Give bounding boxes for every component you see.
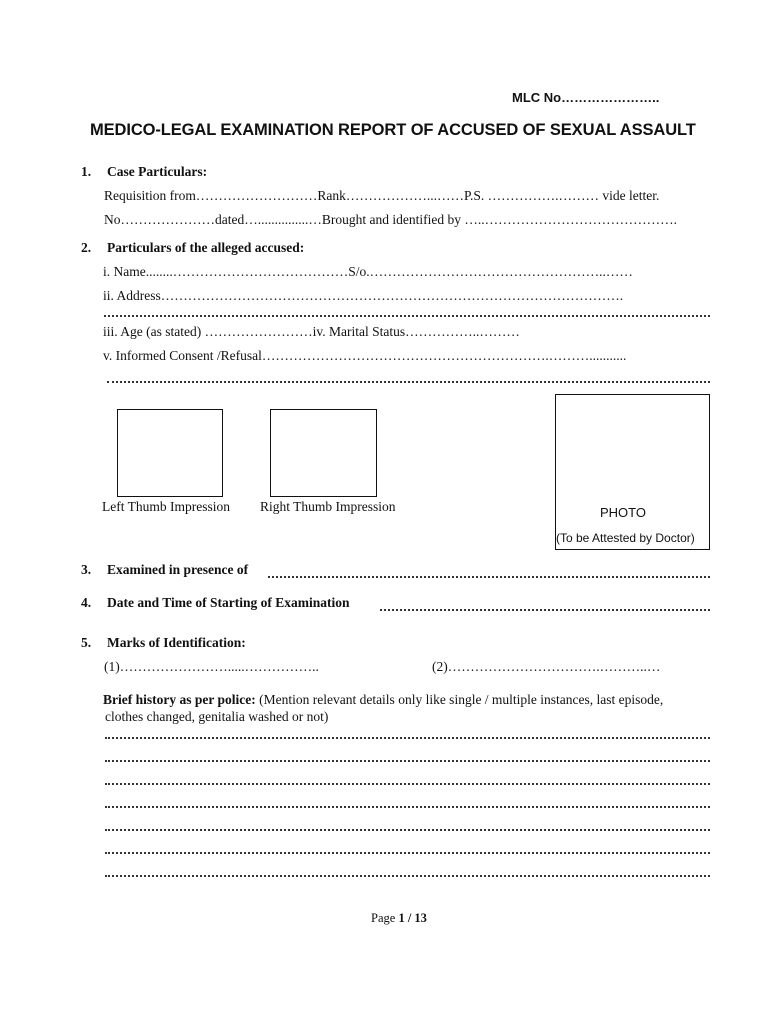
accused-particulars-heading: Particulars of the alleged accused: bbox=[107, 240, 305, 255]
examination-start-dots bbox=[380, 609, 710, 611]
history-line-7 bbox=[105, 875, 710, 877]
brief-history-description-2: clothes changed, genitalia washed or not) bbox=[105, 709, 329, 724]
history-line-4 bbox=[105, 806, 710, 808]
brief-history-line bbox=[103, 692, 663, 708]
history-line-3 bbox=[105, 783, 710, 785]
consent-continuation-dots bbox=[107, 381, 710, 383]
identified-by-line: No…………………dated…...............…Brought and identified by …..……………………………………. bbox=[104, 212, 677, 227]
brief-history-label: Brief history as per police: bbox=[103, 692, 256, 707]
address-continuation-dots bbox=[104, 315, 710, 317]
examined-in-presence-dots bbox=[268, 576, 710, 578]
page-label: Page bbox=[371, 911, 396, 925]
age-marital-status-line: iii. Age (as stated) ……………………iv. Marital Status……………..……… bbox=[103, 324, 520, 339]
examination-start-label: Date and Time of Starting of Examination bbox=[107, 595, 350, 610]
examined-in-presence-label: Examined in presence of bbox=[107, 562, 249, 577]
identification-mark-1: (1)…………………….....…………….. bbox=[104, 659, 319, 674]
brief-history-description: (Mention relevant details only like single / multiple instances, last episode, bbox=[259, 692, 664, 707]
section-number-5: 5. bbox=[81, 635, 92, 650]
history-line-1 bbox=[105, 737, 710, 739]
photo-attestation-note: (To be Attested by Doctor) bbox=[556, 531, 695, 545]
section-number-3: 3. bbox=[81, 562, 92, 577]
page-number: 1 / 13 bbox=[398, 911, 427, 925]
page-title: MEDICO-LEGAL EXAMINATION REPORT OF ACCUSED OF SEXUAL ASSAULT bbox=[90, 121, 696, 139]
address-line: ii. Address…………………………………………………………………………………………. bbox=[103, 288, 624, 303]
page-footer bbox=[371, 911, 427, 926]
case-particulars-heading: Case Particulars: bbox=[107, 164, 208, 179]
right-thumb-label: Right Thumb Impression bbox=[260, 499, 396, 514]
photo-label: PHOTO bbox=[600, 505, 646, 520]
section-number-1: 1. bbox=[81, 164, 92, 179]
left-thumb-impression-box bbox=[117, 409, 223, 497]
requisition-line: Requisition from………………………Rank………………...……P.S. …………….……… vide letter. bbox=[104, 188, 660, 203]
history-line-6 bbox=[105, 852, 710, 854]
identification-marks-heading: Marks of Identification: bbox=[107, 635, 246, 650]
mlc-number: MLC No………………….. bbox=[512, 90, 660, 105]
left-thumb-label: Left Thumb Impression bbox=[102, 499, 230, 514]
history-line-2 bbox=[105, 760, 710, 762]
informed-consent-line: v. Informed Consent /Refusal……………………………………………………….………........... bbox=[103, 348, 627, 363]
section-number-2: 2. bbox=[81, 240, 92, 255]
history-line-5 bbox=[105, 829, 710, 831]
photo-box bbox=[555, 394, 710, 550]
section-number-4: 4. bbox=[81, 595, 92, 610]
name-line: i. Name........…………………………………S/o.……………………………………………..…… bbox=[103, 264, 633, 279]
right-thumb-impression-box bbox=[270, 409, 377, 497]
identification-mark-2: (2)…………………………….………..… bbox=[432, 659, 661, 674]
